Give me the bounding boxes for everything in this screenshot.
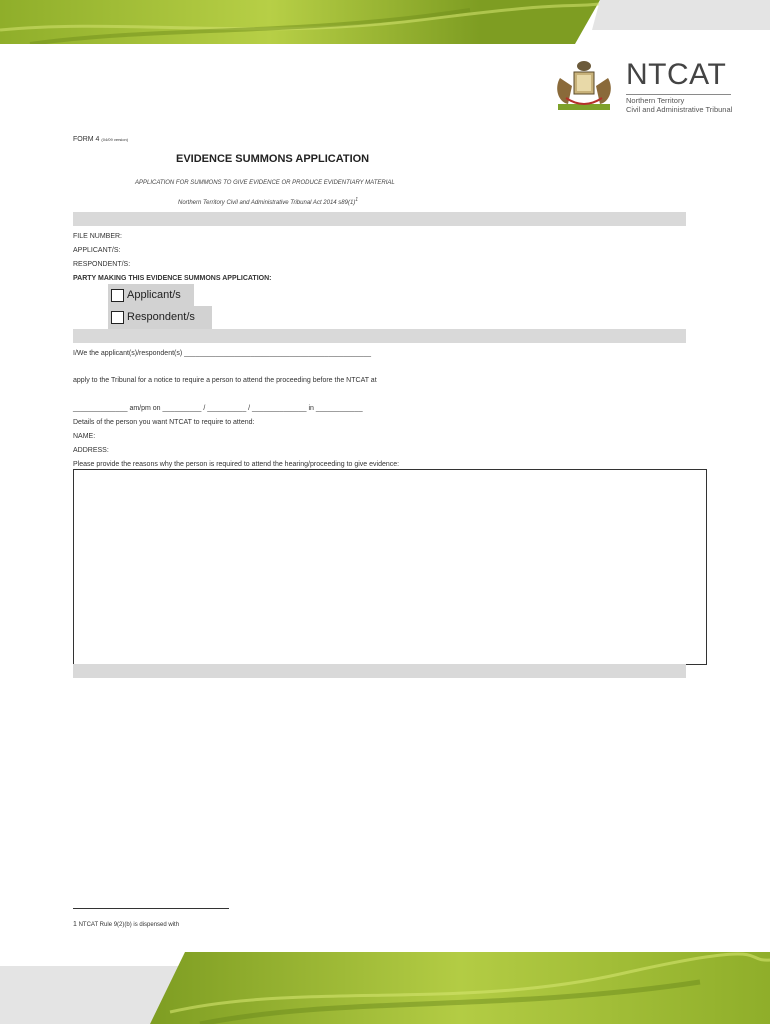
bottom-banner-graphic xyxy=(0,952,770,1024)
brand-divider xyxy=(626,94,731,95)
page-title: EVIDENCE SUMMONS APPLICATION xyxy=(176,153,370,165)
reasons-label: Please provide the reasons why the person is required to attend the hearing/proceeding to give evidence: xyxy=(73,461,400,468)
act-reference xyxy=(178,197,358,206)
applicant-checkbox[interactable] xyxy=(111,289,124,302)
details-heading: Details of the person you want NTCAT to require to attend: xyxy=(73,419,255,426)
footnote-mark: 1 xyxy=(73,921,77,928)
form-subtitle: APPLICATION FOR SUMMONS TO GIVE EVIDENCE OR PRODUCE EVIDENTIARY MATERIAL xyxy=(135,180,395,186)
brand-subtitle xyxy=(626,96,732,114)
footnote-text: NTCAT Rule 9(2)(b) is dispensed with xyxy=(76,922,180,928)
party-option-applicant[interactable] xyxy=(108,284,194,306)
applicants-label[interactable]: APPLICANT/S: xyxy=(73,247,121,254)
respondent-checkbox[interactable] xyxy=(111,311,124,324)
section-divider-2 xyxy=(73,329,686,343)
section-divider-3 xyxy=(73,664,686,678)
reasons-textbox[interactable] xyxy=(73,469,707,665)
name-label[interactable]: NAME: xyxy=(73,433,96,440)
address-label[interactable]: ADDRESS: xyxy=(73,447,109,454)
section-divider-1 xyxy=(73,212,686,226)
top-banner xyxy=(0,0,770,44)
brand-subtitle-line2: Civil and Administrative Tribunal xyxy=(626,105,733,114)
respondent-label: Respondent/s xyxy=(127,311,195,323)
bottom-banner xyxy=(0,952,770,1024)
brand-subtitle-line1: Northern Territory xyxy=(626,96,685,105)
apply-statement: apply to the Tribunal for a notice to require a person to attend the proceeding before the NTCAT at xyxy=(73,377,377,384)
footnote xyxy=(73,921,179,928)
respondents-label[interactable]: RESPONDENT/S: xyxy=(73,261,131,268)
footnote-divider xyxy=(73,908,229,909)
brand-name: NTCAT xyxy=(626,58,727,91)
file-number-label[interactable]: FILE NUMBER: xyxy=(73,233,123,240)
party-heading: PARTY MAKING THIS EVIDENCE SUMMONS APPLICATION: xyxy=(73,275,272,282)
coat-of-arms-icon xyxy=(550,58,620,116)
party-option-respondent[interactable] xyxy=(108,306,212,329)
ntcat-logo xyxy=(550,58,735,118)
date-time-line[interactable]: ______________ am/pm on __________ / __________ / ______________ in ____________ xyxy=(73,405,363,412)
form-number-text: FORM 4 xyxy=(73,136,100,143)
act-reference-text: Northern Territory Civil and Administrative Tribunal Act 2014 s89(1) xyxy=(178,200,356,206)
applicant-respondent-line[interactable]: I/We the applicant(s)/respondent(s) ________________________________________________ xyxy=(73,350,372,357)
form-version: (04/09 version) xyxy=(101,137,129,142)
applicant-label: Applicant/s xyxy=(127,289,181,301)
top-banner-graphic xyxy=(0,0,770,44)
act-footnote-mark: 1 xyxy=(355,197,359,203)
form-number xyxy=(73,136,128,143)
